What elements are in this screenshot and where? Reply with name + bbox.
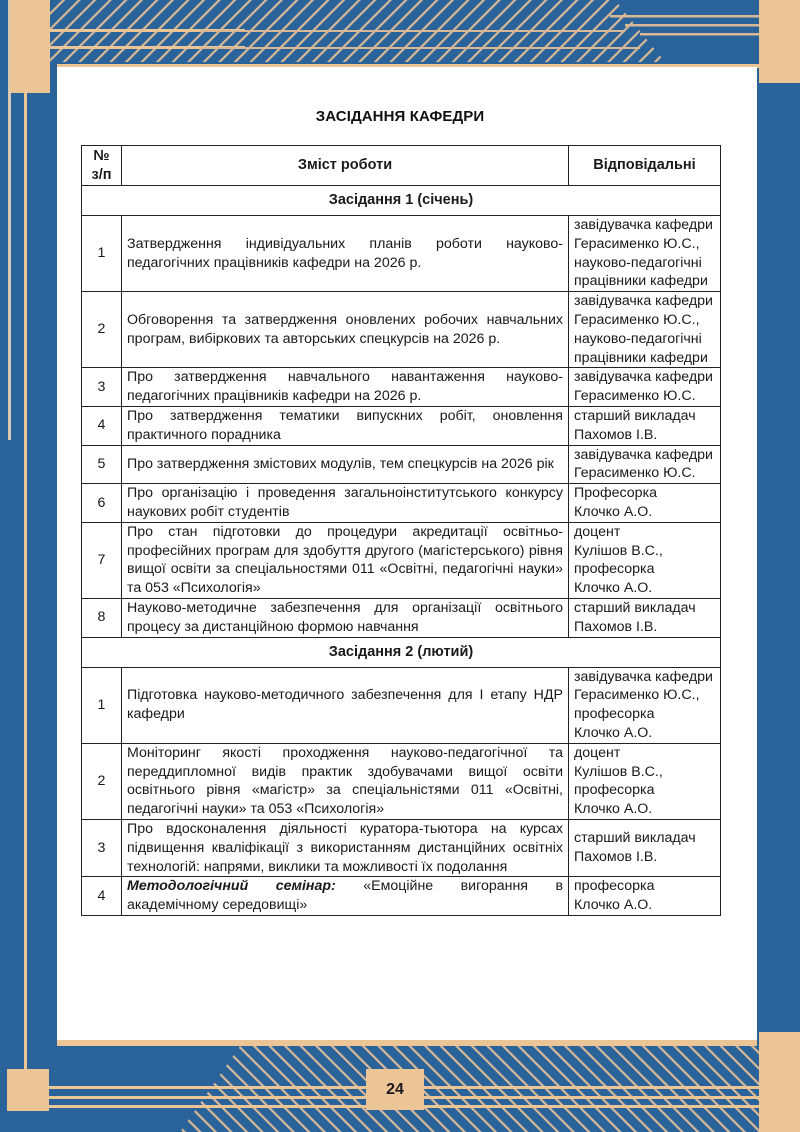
responsible-line: Пахомов І.В.: [574, 618, 658, 635]
page-title: ЗАСІДАННЯ КАФЕДРИ: [315, 108, 485, 125]
row-content-emphasis: Методологічний семінар:: [127, 878, 336, 895]
row-content: [122, 877, 569, 916]
corner-block-top-right: [759, 0, 800, 83]
row-responsible: [569, 368, 721, 407]
responsible-line: Герасименко Ю.С.,: [574, 311, 700, 328]
section-title: Засідання 2 (лютий): [82, 637, 721, 667]
row-responsible: [569, 216, 721, 292]
row-number: 4: [82, 877, 122, 916]
table-row: [82, 216, 721, 292]
responsible-line: завідувачка кафедри: [574, 293, 713, 310]
section-header-row: [82, 637, 721, 667]
department-meetings-table: [81, 145, 721, 916]
responsible-line: професорка: [574, 706, 655, 723]
corner-block-bottom-left: [7, 1069, 49, 1111]
responsible-line: Клочко А.О.: [574, 503, 653, 520]
responsible-line: професорка: [574, 561, 655, 578]
responsible-line: Герасименко Ю.С.,: [574, 235, 700, 252]
row-number: 7: [82, 522, 122, 598]
table-row: [82, 292, 721, 368]
row-content: Про затвердження навчального навантаження науково-педагогічних працівників кафедри на 2026 р.: [122, 368, 569, 407]
section-header-row: [82, 186, 721, 216]
row-content: Підготовка науково-методичного забезпечення для І етапу НДР кафедри: [122, 667, 569, 743]
table-row: [82, 522, 721, 598]
table-row: [82, 368, 721, 407]
row-number: 2: [82, 292, 122, 368]
responsible-line: Герасименко Ю.С.,: [574, 687, 700, 704]
row-number: 4: [82, 406, 122, 445]
row-responsible: [569, 819, 721, 876]
table-row: [82, 743, 721, 819]
section-title: Засідання 1 (січень): [82, 186, 721, 216]
row-responsible: [569, 667, 721, 743]
table-row: [82, 598, 721, 637]
table-row: [82, 445, 721, 484]
table-row: [82, 877, 721, 916]
responsible-line: Клочко А.О.: [574, 580, 653, 597]
responsible-line: Клочко А.О.: [574, 801, 653, 818]
corner-block-top-left: [10, 0, 50, 93]
responsible-line: Кулішов В.С.,: [574, 542, 663, 559]
row-content-text: «Емоційне вигорання в академічному середовищі»: [127, 878, 564, 914]
row-responsible: [569, 877, 721, 916]
responsible-line: професорка: [574, 878, 655, 895]
row-responsible: [569, 743, 721, 819]
page-number: 24: [366, 1069, 424, 1110]
row-content: Про стан підготовки до процедури акредитації освітньо-професійних програм для здобуття другого (магістерського) рівня вищої освіти за спеціальностями 011 «Освітні, педагогічні науки» та 053 «Психологія»: [122, 522, 569, 598]
responsible-line: науково-педагогічні: [574, 254, 702, 271]
table-header-row: [82, 146, 721, 186]
row-content: Затвердження індивідуальних планів роботи науково-педагогічних працівників кафедри на 2026 р.: [122, 216, 569, 292]
row-content: Про затвердження змістових модулів, тем спецкурсів на 2026 рік: [122, 445, 569, 484]
row-number: 1: [82, 667, 122, 743]
responsible-line: завідувачка кафедри: [574, 217, 713, 233]
table-row: [82, 484, 721, 523]
responsible-line: завідувачка кафедри: [574, 668, 713, 685]
responsible-line: професорка: [574, 782, 655, 799]
responsible-line: працівники кафедри: [574, 273, 708, 290]
header-number-symbol: №: [93, 147, 110, 164]
row-number: 2: [82, 743, 122, 819]
responsible-line: працівники кафедри: [574, 349, 708, 366]
row-responsible: [569, 598, 721, 637]
row-content: Про затвердження тематики випускних робіт, оновлення практичного порадника: [122, 406, 569, 445]
responsible-line: доцент: [574, 523, 621, 540]
responsible-line: старший викладач: [574, 599, 696, 616]
row-number: 6: [82, 484, 122, 523]
row-number: 1: [82, 216, 122, 292]
row-number: 3: [82, 819, 122, 876]
responsible-line: завідувачка кафедри: [574, 369, 713, 386]
header-number-label: з/п: [91, 166, 112, 183]
row-content: Моніторинг якості проходження науково-педагогічної та переддипломної видів практик здобувачами вищої освіти освітнього рівня «магістр» за спеціальністями 011 «Освітні, педагогічні науки» та 053 «Психологія»: [122, 743, 569, 819]
responsible-line: Пахомов І.В.: [574, 426, 658, 443]
responsible-line: доцент: [574, 744, 621, 761]
responsible-line: Клочко А.О.: [574, 724, 653, 741]
responsible-line: старший викладач: [574, 407, 696, 424]
responsible-line: Герасименко Ю.С.: [574, 388, 696, 405]
header-content: Зміст роботи: [122, 146, 569, 186]
corner-block-bottom-right: [759, 1032, 800, 1132]
table-row: [82, 667, 721, 743]
row-content: Науково-методичне забезпечення для організації освітнього процесу за дистанційною формою навчання: [122, 598, 569, 637]
row-responsible: [569, 445, 721, 484]
responsible-line: завідувачка кафедри: [574, 446, 713, 463]
row-number: 3: [82, 368, 122, 407]
row-content: Про вдосконалення діяльності куратора-тьютора на курсах підвищення кваліфікації з використанням дистанційних освітніх технологій: напрями, виклики та можливості їх подолання: [122, 819, 569, 876]
responsible-line: Клочко А.О.: [574, 897, 653, 914]
responsible-line: Герасименко Ю.С.: [574, 465, 696, 482]
responsible-line: Кулішов В.С.,: [574, 763, 663, 780]
header-responsible: Відповідальні: [569, 146, 721, 186]
row-content: Про організацію і проведення загальноінститутського конкурсу наукових робіт студентів: [122, 484, 569, 523]
table-row: [82, 819, 721, 876]
row-number: 5: [82, 445, 122, 484]
responsible-line: Пахомов І.В.: [574, 849, 658, 866]
row-content: Обговорення та затвердження оновлених робочих навчальних програм, вибіркових та авторських спецкурсів на 2026 р.: [122, 292, 569, 368]
responsible-line: Професорка: [574, 485, 657, 502]
row-number: 8: [82, 598, 122, 637]
row-responsible: [569, 406, 721, 445]
responsible-line: старший викладач: [574, 830, 696, 847]
responsible-line: науково-педагогічні: [574, 330, 702, 347]
row-responsible: [569, 484, 721, 523]
row-responsible: [569, 292, 721, 368]
table-row: [82, 406, 721, 445]
header-number: [82, 146, 122, 186]
row-responsible: [569, 522, 721, 598]
